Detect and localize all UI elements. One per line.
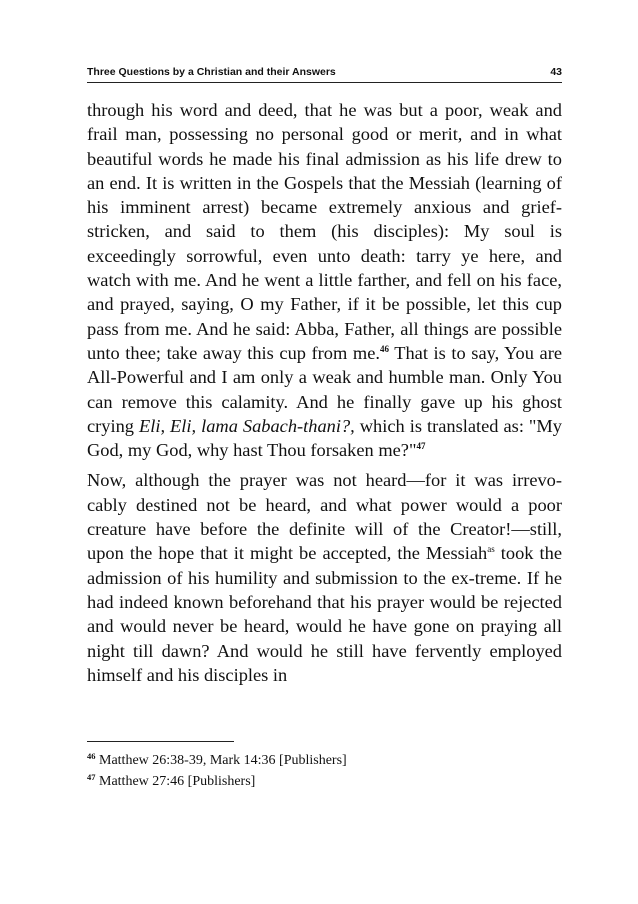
paragraph-2 xyxy=(87,468,562,687)
footnotes xyxy=(87,750,562,792)
footnote-divider xyxy=(87,741,234,742)
footnote-ref-47: 47 xyxy=(416,441,426,452)
footnote-46 xyxy=(87,750,562,771)
paragraph-2-text-b: took the admission of his humility and submission to the ex-treme. If he had indeed known beforehand that his prayer would be rejected and would never be heard, would he have gone on praying all night till dawn? And would he still have fervently employed himself and his disciples in xyxy=(87,543,563,685)
paragraph-2-text-a: Now, although the prayer was not heard—for it was irrevo-cably destined not be heard, and what power would a poor creature have before the definite will of the Creator!—still, upon the hope that it might be accepted, the Messiah xyxy=(87,470,562,564)
paragraph-1 xyxy=(87,98,562,462)
running-header xyxy=(87,64,562,83)
paragraph-1-text-c: which is translated as: "My God, my God, why hast Thou forsaken me?" xyxy=(87,415,562,461)
header-title: Three Questions by a Christian and their Answers xyxy=(87,66,336,78)
footnote-number: 47 xyxy=(87,772,96,782)
footnote-number: 46 xyxy=(87,751,96,761)
honorific-superscript: as xyxy=(487,544,495,555)
italic-phrase: Eli, Eli, lama Sabach-thani?, xyxy=(139,415,355,436)
paragraph-1-text-b: That is to say, You are All-Powerful and I am only a weak and humble man. Only You can remove this calamity. And he finally gave up his ghost crying xyxy=(87,342,562,436)
paragraph-1-text-a: through his word and deed, that he was but a poor, weak and frail man, possessing no personal good or merit, and in what beautiful words he made his final admission as his life drew to an end. It is written in the Gospels that the Messiah (learning of his imminent arrest) became extremely anxious and grief-stricken, and said to them (his disciples): My soul is exceedingly sorrowful, even unto death: tarry ye here, and watch with me. And he went a little farther, and fell on his face, and prayed, saying, O my Father, if it be possible, let this cup pass from me. And he said: Abba, Father, all things are possible unto thee; take away this cup from me. xyxy=(87,100,562,363)
main-text xyxy=(87,98,562,687)
page-number: 43 xyxy=(550,66,562,78)
footnote-text: Matthew 27:46 [Publishers] xyxy=(95,774,256,789)
footnote-ref-46: 46 xyxy=(379,343,389,354)
footnote-47 xyxy=(87,771,562,792)
footnote-text: Matthew 26:38-39, Mark 14:36 [Publishers] xyxy=(95,753,347,768)
